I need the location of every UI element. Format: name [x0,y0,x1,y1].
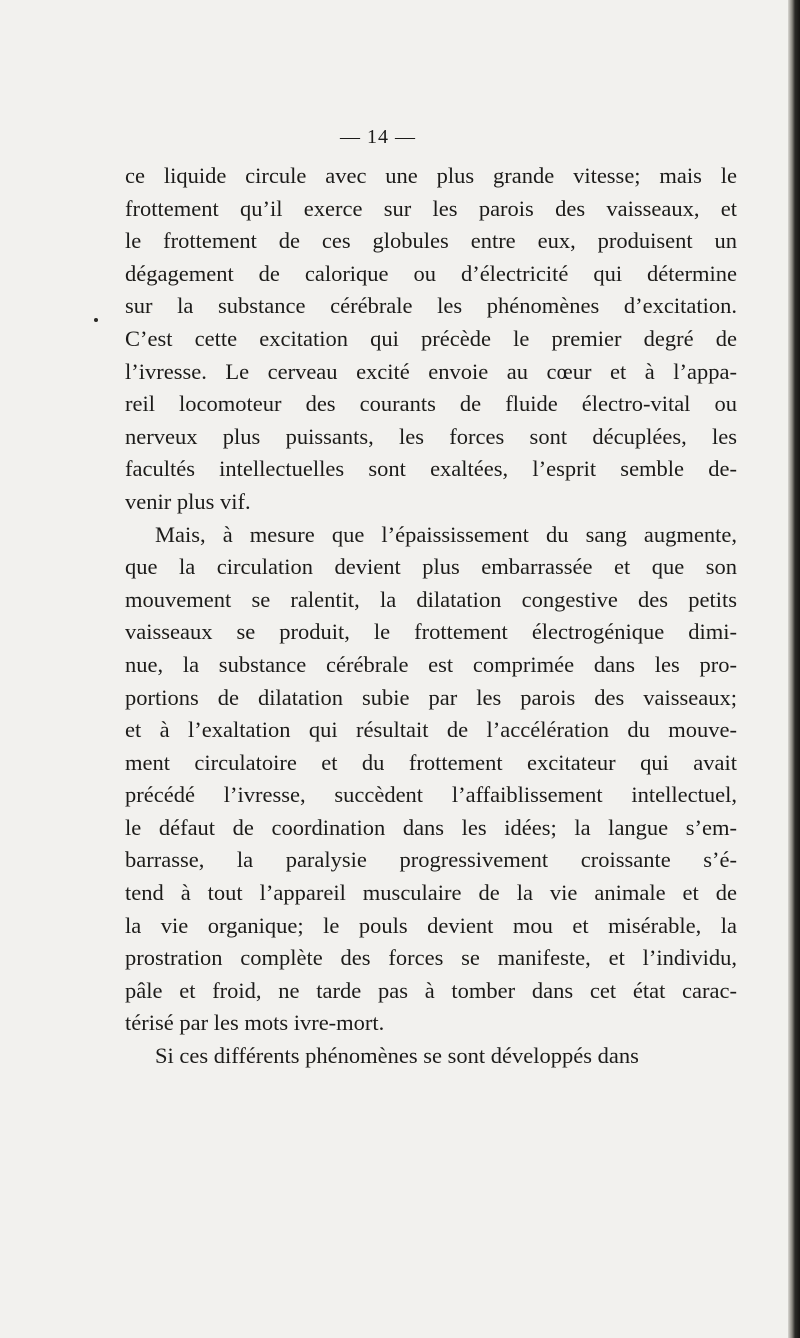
print-speck [94,318,98,322]
text-line: le frottement de ces globules entre eux, produisent un [125,228,737,254]
text-line: Si ces différents phénomènes se sont développés dans [155,1043,639,1069]
text-line: l’ivresse. Le cerveau excité envoie au cœur et à l’appa- [125,358,737,384]
text-line: nue, la substance cérébrale est comprimée dans les pro- [125,651,737,677]
text-line: barrasse, la paralysie progressivement croissante s’é- [125,847,737,873]
text-line: tend à tout l’appareil musculaire de la vie animale et de [125,880,737,906]
text-line: précédé l’ivresse, succèdent l’affaiblissement intellectuel, [125,782,737,808]
text-line: pâle et froid, ne tarde pas à tomber dans cet état carac- [125,977,737,1003]
page-number: — 14 — [340,126,416,148]
text-line: et à l’exaltation qui résultait de l’accélération du mouve- [125,717,737,743]
text-line: la vie organique; le pouls devient mou et misérable, la [125,912,737,938]
text-line: venir plus vif. [125,488,251,514]
text-line: dégagement de calorique ou d’électricité qui détermine [125,260,737,286]
text-line: térisé par les mots ivre-mort. [125,1010,385,1036]
text-line: portions de dilatation subie par les parois des vaisseaux; [125,684,737,710]
text-line: frottement qu’il exerce sur les parois des vaisseaux, et [125,195,737,221]
text-line: reil locomoteur des courants de fluide électro-vital ou [125,391,737,417]
text-line: nerveux plus puissants, les forces sont décuplées, les [125,423,737,449]
text-line: ment circulatoire et du frottement excitateur qui avait [125,749,737,775]
text-line: que la circulation devient plus embarrassée et que son [125,554,737,580]
body-text [125,160,737,1073]
text-line: sur la substance cérébrale les phénomènes d’excitation. [125,293,737,319]
text-line: facultés intellectuelles sont exaltées, l’esprit semble de- [125,456,737,482]
page-binding-edge [788,0,800,1338]
text-line: Mais, à mesure que l’épaississement du sang augmente, [155,521,737,547]
text-line: le défaut de coordination dans les idées; la langue s’em- [125,814,737,840]
text-line: mouvement se ralentit, la dilatation congestive des petits [125,586,737,612]
text-line: vaisseaux se produit, le frottement électrogénique dimi- [125,619,737,645]
text-line: prostration complète des forces se manifeste, et l’individu, [125,945,737,971]
text-line: ce liquide circule avec une plus grande vitesse; mais le [125,163,737,188]
text-line: C’est cette excitation qui précède le premier degré de [125,325,737,351]
